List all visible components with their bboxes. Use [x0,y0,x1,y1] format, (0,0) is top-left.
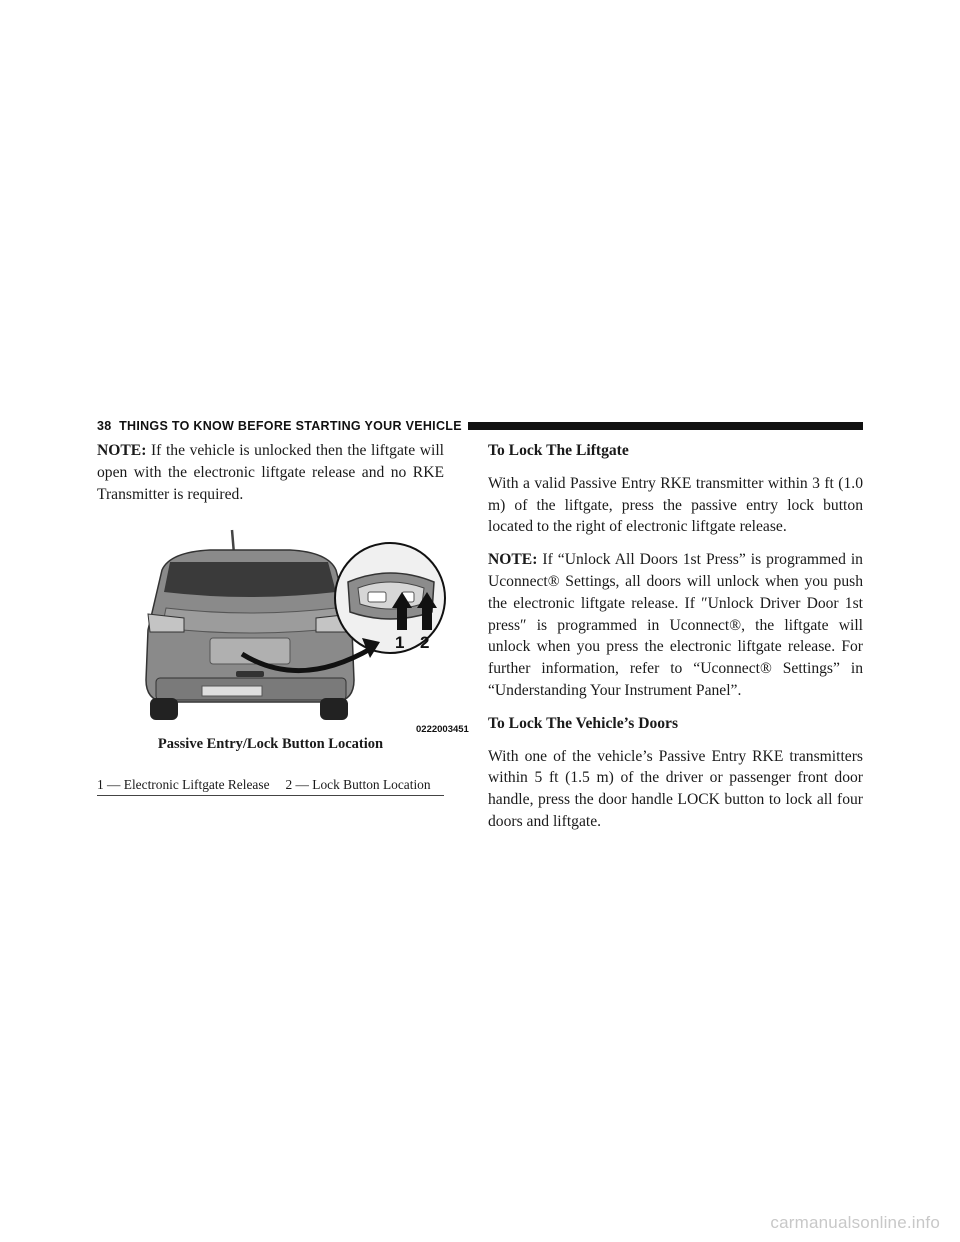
image-code: 0222003451 [416,724,469,735]
callout-2: 2 [420,633,430,652]
legend-item: 1 — Electronic Liftgate Release [97,777,270,792]
figure-legend [97,777,444,793]
note-text: If the vehicle is unlocked then the liftgate will open with the electronic liftgate release and no RKE Transmitter is required. [97,442,444,503]
note-paragraph [97,440,444,505]
liftgate-figure [140,530,469,736]
note-label-right: NOTE: [488,551,538,569]
header-rule [468,422,863,430]
page-header [97,416,863,436]
para-lock-liftgate: With a valid Passive Entry RKE transmitter within 3 ft (1.0 m) of the liftgate, press the passive entry lock button located to the right of electronic liftgate release. [488,474,863,536]
zoom-detail [335,543,445,653]
header-title [97,419,462,433]
vehicle-rear-image [146,530,354,720]
heading-lock-liftgate: To Lock The Liftgate [488,442,629,459]
heading-lock-doors: To Lock The Vehicle’s Doors [488,714,679,732]
page-number: 38 [97,419,112,433]
vehicle-illustration [140,530,469,736]
watermark: carmanualsonline.info [770,1213,940,1232]
note-text-right: If “Unlock All Doors 1st Press” is programmed in Uconnect® Settings, all doors will unlock when you push the electronic liftgate release. If ″Unlock Driver Door 1st press″ is programmed in Uconnect®, the liftgate will unlock when you press the electronic liftgate release. For further information, refer to “Uconnect® Settings” in “Understanding Your Instrument Panel”. [488,551,863,699]
legend-item: 2 — Lock Button Location [285,777,431,792]
callout-1: 1 [395,633,405,652]
section-title: THINGS TO KNOW BEFORE STARTING YOUR VEHICLE [119,419,462,433]
legend-rule [97,795,444,796]
left-column [97,440,444,505]
note-label: NOTE: [97,442,147,459]
note-paragraph-right [488,549,863,702]
para-lock-doors: With one of the vehicle’s Passive Entry RKE transmitters within 5 ft (1.5 m) of the driver or passenger front door handle, press the door handle LOCK button to lock all four doors and liftgate. [488,747,863,830]
right-column [488,440,863,833]
figure-caption: Passive Entry/Lock Button Location [157,736,384,752]
